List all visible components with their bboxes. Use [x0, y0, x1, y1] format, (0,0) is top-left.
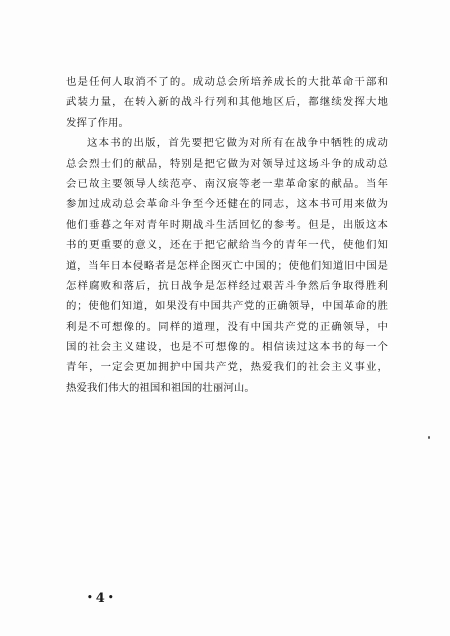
text-line-13: 利是不可想像的。同样的道理，没有中国共产党的正确领导，中	[66, 320, 388, 333]
text-line-1: 也是任何人取消不了的。成动总会所培养成长的大批革命干部和	[66, 76, 388, 88]
page-number-value: 4	[95, 591, 105, 606]
scan-speck	[428, 436, 430, 439]
text-line-8: 他们垂暮之年对青年时期战斗生活回忆的参考。但是，出版这本	[66, 218, 388, 231]
text-line-14: 国的社会主义建设，也是不可想像的。相信读过这本书的每一个	[66, 341, 388, 354]
text-line-2: 武装力量，在转入新的战斗行列和其他地区后，都继续发挥大地	[66, 96, 388, 109]
text-line-9: 书的更重要的意义，还在于把它献给当今的青年一代，使他们知	[66, 239, 388, 252]
page-number-dot-left: •	[87, 593, 93, 603]
text-line-15: 青年，一定会更加拥护中国共产党，热爱我们的社会主义事业，	[66, 361, 388, 374]
text-line-6: 会已故主要领导人续范亭、南汉宸等老一辈革命家的献品。当年	[66, 177, 388, 190]
text-line-4: 这本书的出版，首先要把它做为对所有在战争中牺牲的成动	[87, 137, 388, 150]
text-line-11: 怎样腐败和落后，抗日战争是怎样经过艰苦斗争然后争取得胜利	[66, 279, 388, 292]
text-line-5: 总会烈士们的献品，特别是把它做为对领导过这场斗争的成动总	[66, 157, 388, 170]
page-number	[84, 591, 117, 606]
text-line-16: 热爱我们伟大的祖国和祖国的壮丽河山。	[66, 381, 255, 394]
text-line-3: 发挥了作用。	[66, 116, 129, 129]
text-line-7: 参加过成动总会革命斗争至今还健在的同志，这本书可用来做为	[66, 198, 388, 211]
text-line-10: 道，当年日本侵略者是怎样企图灭亡中国的；使他们知道旧中国是	[66, 259, 388, 272]
page-number-dot-right: •	[107, 593, 114, 603]
body-text	[66, 72, 388, 398]
text-line-12: 的；使他们知道，如果没有中国共产党的正确领导，中国革命的胜	[66, 300, 388, 313]
